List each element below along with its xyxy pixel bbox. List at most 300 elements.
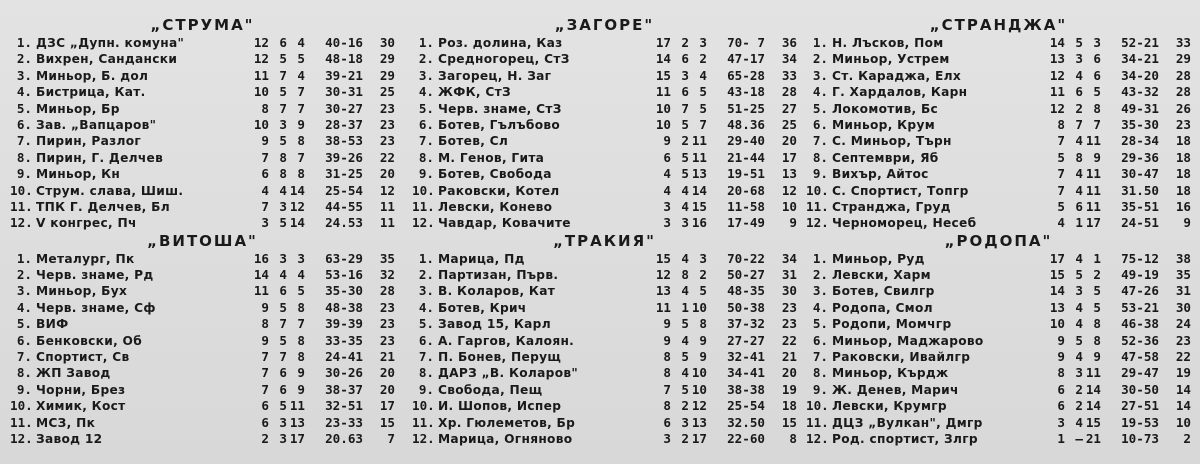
points-cell: 28	[1175, 67, 1191, 83]
group-title: „РОДОПА"	[944, 231, 1053, 250]
position-cell: 5.	[16, 100, 32, 116]
points-cell: 20	[379, 381, 395, 397]
table-row	[806, 415, 1191, 431]
losses-cell: 7	[699, 116, 707, 132]
goals-cell: 20-68	[727, 182, 765, 198]
draws-cell: 5	[1075, 267, 1083, 283]
position-cell: 1.	[812, 35, 828, 50]
losses-cell: 8	[297, 332, 305, 348]
team-name-cell: Бистрица, Кат.	[36, 85, 146, 100]
losses-cell: 8	[297, 349, 305, 365]
table-row	[10, 431, 395, 447]
points-cell: 25	[781, 116, 797, 132]
wins-cell: 15	[1049, 267, 1065, 283]
losses-cell: 9	[297, 116, 305, 132]
points-cell: 11	[379, 198, 395, 214]
table-row	[412, 150, 797, 166]
draws-cell: 4	[1075, 67, 1083, 83]
draws-cell: 5	[279, 398, 287, 414]
goals-cell: 25-54	[325, 182, 363, 198]
draws-cell: 5	[279, 133, 287, 149]
wins-cell: 13	[1049, 51, 1065, 67]
goals-cell: 35-30	[325, 283, 363, 299]
goals-cell: 39-21	[325, 67, 363, 83]
table-row	[10, 215, 395, 231]
wins-cell: 5	[1057, 198, 1065, 214]
wins-cell: 3	[1057, 414, 1065, 430]
table-row	[806, 333, 1191, 349]
points-cell: 23	[379, 116, 395, 132]
losses-cell: 8	[1093, 332, 1101, 348]
team-name-cell: Ботев, Крич	[438, 300, 527, 315]
position-cell: 3.	[812, 67, 828, 83]
goals-cell: 21-44	[727, 149, 765, 165]
team-name-cell: Н. Лъсков, Пом	[832, 36, 944, 50]
wins-cell: 17	[655, 35, 671, 50]
position-cell: 7.	[418, 133, 434, 149]
goals-cell: 33-35	[325, 332, 363, 348]
draws-cell: 2	[1075, 381, 1083, 397]
goals-cell: 38-53	[325, 133, 363, 149]
table-row	[412, 251, 797, 267]
wins-cell: 1	[1057, 430, 1065, 446]
group-rodopa	[806, 232, 1191, 448]
position-cell: 7.	[418, 349, 434, 365]
draws-cell: 6	[681, 51, 689, 67]
points-cell: 38	[1175, 250, 1191, 266]
team-name-cell: Левски, Крумгр	[832, 399, 947, 414]
losses-cell: 5	[1093, 283, 1101, 299]
team-name-cell: Род. спортист, Злгр	[832, 431, 978, 446]
position-cell: 2.	[418, 267, 434, 283]
team-name-cell: Чорни, Брез	[36, 382, 126, 397]
draws-cell: 5	[681, 316, 689, 332]
wins-cell: 7	[261, 365, 269, 381]
group-title: „ТРАКИЯ"	[553, 231, 656, 250]
wins-cell: 6	[1057, 398, 1065, 414]
goals-cell: 40-16	[325, 35, 363, 50]
position-cell: 9.	[812, 381, 828, 397]
wins-cell: 7	[261, 349, 269, 365]
points-cell: 23	[781, 316, 797, 332]
losses-cell: 3	[1093, 35, 1101, 50]
team-name-cell: Пирин, Разлог	[36, 134, 142, 149]
team-name-cell: С. Миньор, Търн	[832, 134, 952, 149]
table-row	[412, 84, 797, 100]
table-row	[806, 166, 1191, 182]
draws-cell: 6	[1075, 198, 1083, 214]
points-cell: 11	[379, 215, 395, 231]
losses-cell: 3	[297, 250, 305, 266]
losses-cell: 7	[297, 316, 305, 332]
position-cell: 4.	[812, 299, 828, 315]
position-cell: 1.	[418, 35, 434, 50]
losses-cell: 13	[691, 414, 707, 430]
team-name-cell: Миньор, Бух	[36, 284, 128, 299]
team-name-cell: Ботев, Свилгр	[832, 284, 935, 299]
team-name-cell: Миньор, Кърдж	[832, 366, 949, 381]
points-cell: 23	[1175, 116, 1191, 132]
position-cell: 2.	[418, 51, 434, 67]
goals-cell: 47-17	[727, 51, 765, 67]
team-name-cell: Свобода, Пещ	[438, 382, 543, 397]
table-row	[806, 68, 1191, 84]
team-name-cell: Средногорец, СтЗ	[438, 52, 570, 67]
position-cell: 10.	[412, 182, 435, 198]
position-cell: 12.	[412, 215, 435, 231]
position-cell: 10.	[10, 398, 33, 414]
goals-cell: 35-30	[1121, 116, 1159, 132]
team-name-cell: Спортист, Св	[36, 350, 130, 365]
goals-cell: 50-38	[727, 299, 765, 315]
draws-cell: 7	[681, 100, 689, 116]
goals-cell: 30-26	[325, 365, 363, 381]
table-row	[806, 365, 1191, 381]
goals-cell: 48-18	[325, 51, 363, 67]
team-name-cell: Черв. знаме, СтЗ	[438, 101, 562, 116]
wins-cell: 4	[261, 182, 269, 198]
draws-cell: 6	[1075, 84, 1083, 100]
draws-cell: 6	[681, 84, 689, 100]
draws-cell: 5	[681, 381, 689, 397]
points-cell: 23	[781, 299, 797, 315]
points-cell: 2	[1183, 430, 1191, 446]
position-cell: 4.	[16, 299, 32, 315]
draws-cell: 5	[1075, 35, 1083, 50]
losses-cell: 9	[297, 381, 305, 397]
goals-cell: 70-22	[727, 250, 765, 266]
points-cell: 9	[1183, 215, 1191, 231]
losses-cell: 14	[289, 215, 305, 231]
losses-cell: 11	[1085, 365, 1101, 381]
table-row	[412, 431, 797, 447]
position-cell: 11.	[412, 414, 435, 430]
table-row	[806, 183, 1191, 199]
wins-cell: 15	[655, 250, 671, 266]
table-row	[412, 215, 797, 231]
column-right	[806, 16, 1191, 447]
wins-cell: 8	[663, 398, 671, 414]
losses-cell: 2	[699, 51, 707, 67]
table-row	[806, 382, 1191, 398]
goals-cell: 32-41	[727, 349, 765, 365]
table-row	[412, 398, 797, 414]
losses-cell: 6	[1093, 67, 1101, 83]
goals-cell: 47-26	[1121, 283, 1159, 299]
points-cell: 35	[379, 250, 395, 266]
draws-cell: 5	[279, 215, 287, 231]
goals-cell: 37-32	[727, 316, 765, 332]
table-row	[10, 398, 395, 414]
goals-cell: 51-25	[727, 100, 765, 116]
table-row	[806, 35, 1191, 51]
wins-cell: 11	[253, 67, 269, 83]
group-title: „ВИТОША"	[147, 231, 258, 250]
group-vitosha	[10, 232, 395, 448]
column-middle	[412, 16, 797, 447]
points-cell: 18	[1175, 166, 1191, 182]
losses-cell: 8	[297, 133, 305, 149]
draws-cell: 8	[1075, 149, 1083, 165]
wins-cell: 7	[1057, 182, 1065, 198]
draws-cell: 8	[681, 267, 689, 283]
wins-cell: 7	[261, 149, 269, 165]
draws-cell: 6	[279, 35, 287, 50]
team-name-cell: Миньор, Устрем	[832, 52, 950, 67]
team-name-cell: Черв. знаме, Сф	[36, 300, 156, 315]
points-cell: 23	[379, 133, 395, 149]
points-cell: 12	[781, 182, 797, 198]
draws-cell: 4	[1075, 299, 1083, 315]
wins-cell: 9	[663, 332, 671, 348]
points-cell: 16	[1175, 198, 1191, 214]
team-name-cell: Чавдар, Ковачите	[438, 216, 571, 231]
position-cell: 6.	[418, 116, 434, 132]
points-cell: 31	[1175, 283, 1191, 299]
team-name-cell: Родопа, Смол	[832, 300, 933, 315]
points-cell: 30	[781, 283, 797, 299]
position-cell: 1.	[418, 250, 434, 266]
goals-cell: 29-47	[1121, 365, 1159, 381]
draws-cell: 1	[681, 299, 689, 315]
losses-cell: 13	[289, 414, 305, 430]
points-cell: 24	[1175, 316, 1191, 332]
draws-cell: 4	[681, 182, 689, 198]
position-cell: 5.	[812, 100, 828, 116]
losses-cell: 7	[297, 149, 305, 165]
team-name-cell: Раковски, Ивайлгр	[832, 350, 971, 365]
wins-cell: 6	[261, 166, 269, 182]
goals-cell: 30-27	[325, 100, 363, 116]
team-name-cell: В. Коларов, Кат	[438, 284, 556, 299]
points-cell: 35	[1175, 267, 1191, 283]
goals-cell: 24-41	[325, 349, 363, 365]
draws-cell: 7	[279, 67, 287, 83]
draws-cell: 4	[1075, 133, 1083, 149]
wins-cell: 9	[1057, 332, 1065, 348]
points-cell: 14	[1175, 381, 1191, 397]
table-row	[412, 199, 797, 215]
wins-cell: 12	[655, 267, 671, 283]
position-cell: 7.	[812, 133, 828, 149]
wins-cell: 5	[1057, 149, 1065, 165]
draws-cell: 5	[279, 332, 287, 348]
wins-cell: 11	[1049, 84, 1065, 100]
team-name-cell: Струм. слава, Шиш.	[36, 183, 184, 198]
team-name-cell: Роз. долина, Каз	[438, 36, 563, 50]
table-row	[412, 35, 797, 51]
position-cell: 9.	[418, 166, 434, 182]
draws-cell: 2	[681, 398, 689, 414]
position-cell: 8.	[16, 149, 32, 165]
losses-cell: 7	[1093, 116, 1101, 132]
wins-cell: 10	[655, 100, 671, 116]
team-name-cell: Загорец, Н. Заг	[438, 68, 552, 83]
losses-cell: 17	[691, 430, 707, 446]
position-cell: 11.	[10, 414, 33, 430]
losses-cell: 11	[691, 149, 707, 165]
goals-cell: 34-21	[1121, 51, 1159, 67]
goals-cell: 17-49	[727, 215, 765, 231]
draws-cell: 6	[279, 381, 287, 397]
team-name-cell: Химик, Кост	[36, 399, 126, 414]
position-cell: 5.	[16, 316, 32, 332]
table-row	[10, 117, 395, 133]
position-cell: 10.	[412, 398, 435, 414]
goals-cell: 39-39	[325, 316, 363, 332]
table-row	[412, 333, 797, 349]
position-cell: 10.	[10, 182, 33, 198]
losses-cell: 21	[1085, 430, 1101, 446]
wins-cell: 7	[1057, 166, 1065, 182]
table-row	[10, 365, 395, 381]
group-trakia	[412, 232, 797, 448]
wins-cell: 10	[253, 116, 269, 132]
losses-cell: 10	[691, 381, 707, 397]
points-cell: 8	[789, 430, 797, 446]
goals-cell: 27-27	[727, 332, 765, 348]
losses-cell: 6	[1093, 51, 1101, 67]
wins-cell: 14	[1049, 35, 1065, 50]
goals-cell: 30-50	[1121, 381, 1159, 397]
wins-cell: 12	[1049, 100, 1065, 116]
goals-cell: 11-58	[727, 198, 765, 214]
table-row	[10, 415, 395, 431]
team-name-cell: Миньор, Бр	[36, 101, 120, 116]
draws-cell: 7	[279, 316, 287, 332]
table-row	[10, 68, 395, 84]
position-cell: 2.	[812, 51, 828, 67]
goals-cell: 19-51	[727, 166, 765, 182]
table-row	[806, 101, 1191, 117]
points-cell: 27	[781, 100, 797, 116]
draws-cell: 3	[681, 67, 689, 83]
position-cell: 7.	[16, 133, 32, 149]
losses-cell: 2	[699, 267, 707, 283]
team-name-cell: Хр. Гюлеметов, Бр	[438, 415, 576, 430]
points-cell: 13	[781, 166, 797, 182]
draws-cell: 5	[681, 166, 689, 182]
position-cell: 10.	[806, 398, 829, 414]
wins-cell: 2	[261, 430, 269, 446]
wins-cell: 9	[1057, 349, 1065, 365]
points-cell: 18	[1175, 182, 1191, 198]
team-name-cell: ЖП Завод	[36, 366, 111, 381]
losses-cell: 14	[289, 182, 305, 198]
points-cell: 23	[1175, 332, 1191, 348]
column-left	[10, 16, 395, 447]
points-cell: 32	[379, 267, 395, 283]
wins-cell: 9	[261, 299, 269, 315]
losses-cell: 17	[289, 430, 305, 446]
wins-cell: 13	[1049, 299, 1065, 315]
goals-cell: 53-21	[1121, 299, 1159, 315]
position-cell: 5.	[418, 316, 434, 332]
points-cell: 14	[1175, 398, 1191, 414]
points-cell: 30	[379, 35, 395, 50]
wins-cell: 12	[1049, 67, 1065, 83]
losses-cell: 3	[699, 250, 707, 266]
goals-cell: 30-47	[1121, 166, 1159, 182]
position-cell: 6.	[812, 116, 828, 132]
draws-cell: 5	[1075, 332, 1083, 348]
wins-cell: 7	[261, 198, 269, 214]
group-title: „ЗАГОРЕ"	[554, 16, 655, 34]
points-cell: 28	[379, 283, 395, 299]
position-cell: 8.	[418, 365, 434, 381]
position-cell: 4.	[16, 84, 32, 100]
group-zagore	[412, 16, 797, 232]
draws-cell: 1	[1075, 215, 1083, 231]
position-cell: 7.	[812, 349, 828, 365]
table-row	[806, 267, 1191, 283]
team-name-cell: С. Спортист, Топгр	[832, 183, 969, 198]
losses-cell: 14	[1085, 398, 1101, 414]
losses-cell: 4	[297, 35, 305, 50]
team-name-cell: Ботев, Свобода	[438, 167, 552, 182]
points-cell: 23	[379, 100, 395, 116]
team-name-cell: Левски, Конево	[438, 199, 553, 214]
points-cell: 29	[1175, 51, 1191, 67]
team-name-cell: И. Шопов, Испер	[438, 399, 562, 414]
team-name-cell: П. Бонев, Перущ	[438, 350, 562, 365]
table-row	[10, 51, 395, 67]
draws-cell: 7	[1075, 116, 1083, 132]
table-row	[806, 398, 1191, 414]
table-row	[10, 316, 395, 332]
team-name-cell: ДЦЗ „Вулкан", Дмгр	[832, 415, 983, 430]
points-cell: 23	[379, 299, 395, 315]
goals-cell: 30-31	[325, 84, 363, 100]
draws-cell: 5	[681, 349, 689, 365]
table-row	[806, 117, 1191, 133]
wins-cell: 8	[1057, 116, 1065, 132]
table-row	[412, 300, 797, 316]
draws-cell: 7	[279, 100, 287, 116]
table-row	[806, 84, 1191, 100]
team-name-cell: Завод 15, Карл	[438, 317, 551, 332]
team-name-cell: Вихър, Айтос	[832, 167, 929, 182]
table-row	[412, 365, 797, 381]
points-cell: 12	[379, 182, 395, 198]
wins-cell: 7	[663, 381, 671, 397]
table-row	[10, 300, 395, 316]
losses-cell: 5	[1093, 299, 1101, 315]
position-cell: 2.	[16, 51, 32, 67]
draws-cell: 3	[279, 250, 287, 266]
position-cell: 8.	[812, 365, 828, 381]
goals-cell: 20.63	[325, 430, 363, 446]
wins-cell: 10	[253, 84, 269, 100]
losses-cell: 10	[691, 299, 707, 315]
losses-cell: 9	[699, 332, 707, 348]
group-title: „СТРУМА"	[150, 16, 255, 34]
team-name-cell: Черноморец, Несеб	[832, 216, 977, 231]
table-row	[806, 316, 1191, 332]
goals-cell: 29-40	[727, 133, 765, 149]
table-row	[10, 283, 395, 299]
losses-cell: 10	[691, 365, 707, 381]
team-name-cell: Зав. „Вапцаров"	[36, 117, 157, 132]
draws-cell: 6	[279, 365, 287, 381]
draws-cell: 3	[681, 414, 689, 430]
wins-cell: 4	[663, 182, 671, 198]
goals-cell: 47-58	[1121, 349, 1159, 365]
losses-cell: 8	[699, 316, 707, 332]
goals-cell: 19-53	[1121, 414, 1159, 430]
losses-cell: 11	[1085, 198, 1101, 214]
position-cell: 12.	[806, 430, 829, 446]
